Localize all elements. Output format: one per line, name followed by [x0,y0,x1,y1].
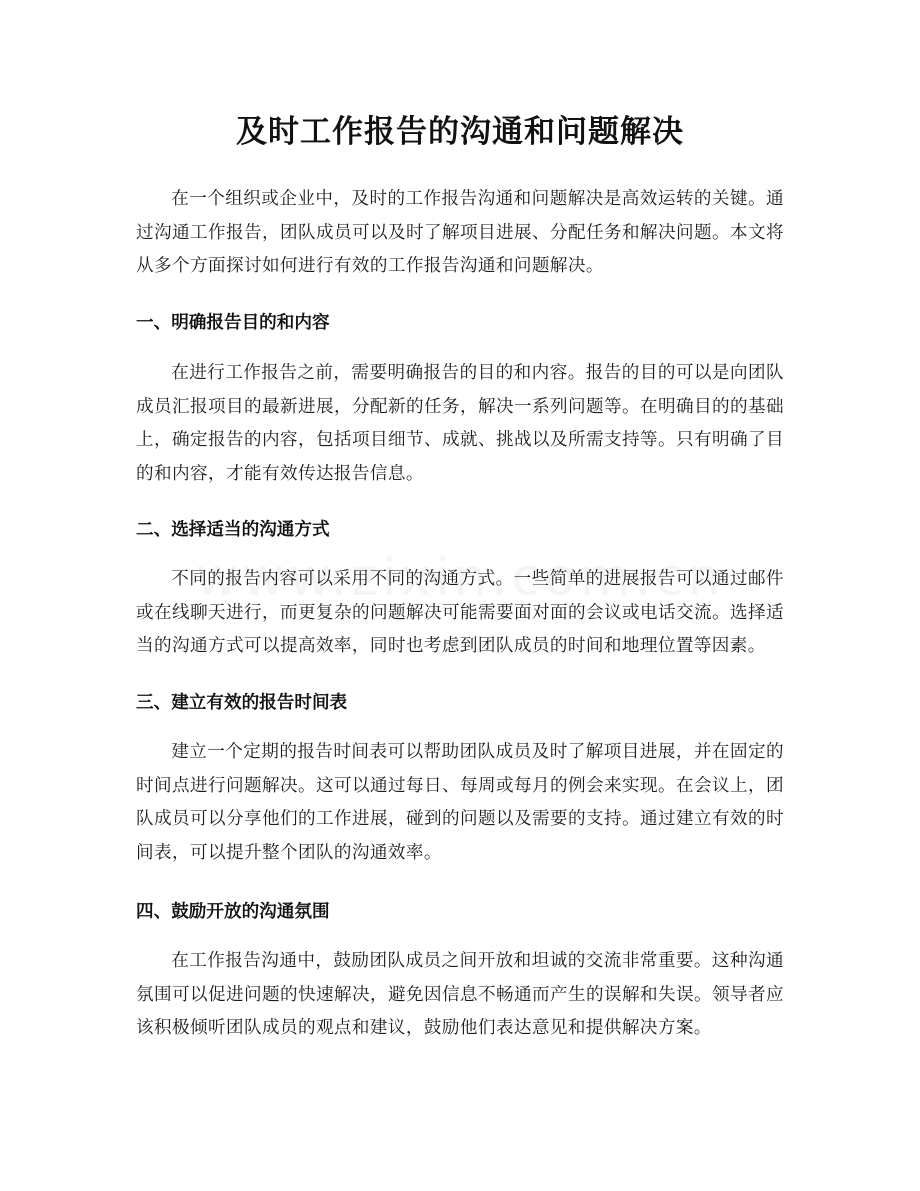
intro-paragraph: 在一个组织或企业中，及时的工作报告沟通和问题解决是高效运转的关键。通过沟通工作报告，团队成员可以及时了解项目进展、分配任务和解决问题。本文将从多个方面探讨如何进行有效的工作报告沟通和问题解决。 [136,189,784,276]
section-4-heading: 四、鼓励开放的沟通氛围 [136,902,330,922]
section-2-heading: 二、选择适当的沟通方式 [136,520,330,540]
section-3-heading: 三、建立有效的报告时间表 [136,693,348,713]
document-title: 及时工作报告的沟通和问题解决 [236,114,684,150]
section-3-body: 建立一个定期的报告时间表可以帮助团队成员及时了解项目进展，并在固定的时间点进行问题解决。这可以通过每日、每周或每月的例会来实现。在会议上，团队成员可以分享他们的工作进展，碰到的问题以及需要的支持。通过建立有效的时间表，可以提升整个团队的沟通效率。 [136,742,784,863]
section-1-heading: 一、明确报告目的和内容 [136,313,330,333]
section-2-body: 不同的报告内容可以采用不同的沟通方式。一些简单的进展报告可以通过邮件或在线聊天进行，而更复杂的问题解决可能需要面对面的会议或电话交流。选择适当的沟通方式可以提高效率，同时也考虑到团队成员的时间和地理位置等因素。 [136,569,784,656]
section-1-body: 在进行工作报告之前，需要明确报告的目的和内容。报告的目的可以是向团队成员汇报项目的最新进展，分配新的任务，解决一系列问题等。在明确目的的基础上，确定报告的内容，包括项目细节、成就、挑战以及所需支持等。只有明确了目的和内容，才能有效传达报告信息。 [136,363,784,484]
section-4-body: 在工作报告沟通中，鼓励团队成员之间开放和坦诚的交流非常重要。这种沟通氛围可以促进问题的快速解决，避免因信息不畅通而产生的误解和失误。领导者应该积极倾听团队成员的观点和建议，鼓励他们表达意见和提供解决方案。 [136,951,784,1038]
